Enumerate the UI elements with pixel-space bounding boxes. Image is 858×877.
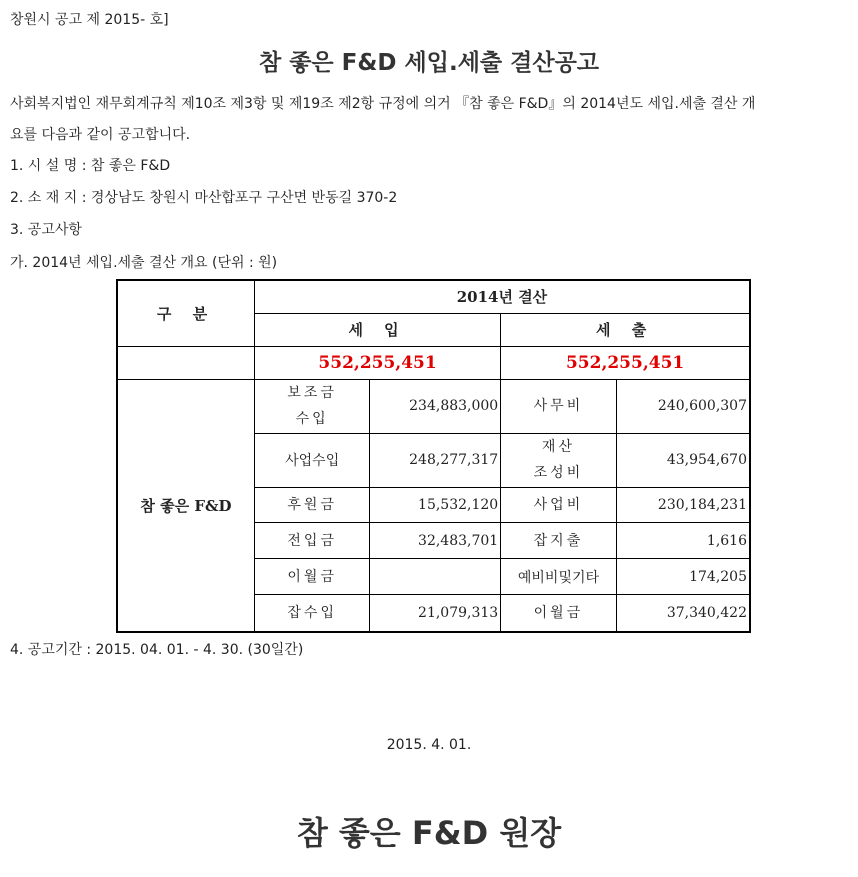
total-expense: 552,255,451 <box>501 346 750 379</box>
revenue-label: 사업수입 <box>254 433 369 487</box>
item-location: 2. 소 재 지 : 경상남도 창원시 마산합포구 구산면 반동길 370-2 <box>10 190 398 206</box>
revenue-value: 21,079,313 <box>370 595 501 632</box>
revenue-value: 248,277,317 <box>370 433 501 487</box>
sub-item-summary: 가. 2014년 세입.세출 결산 개요 (단위 : 원) <box>10 255 278 271</box>
item-notice-period: 4. 공고기간 : 2015. 04. 01. - 4. 30. (30일간) <box>10 642 304 658</box>
intro-line-2: 요를 다음과 같이 공고합니다. <box>10 127 191 143</box>
header-expense: 세 출 <box>501 313 750 346</box>
intro-line-1: 사회복지법인 재무회계규칙 제10조 제3항 및 제19조 제2항 규정에 의거 『참 좋은 F&D』의 2014년도 세입.세출 결산 개 <box>10 96 756 112</box>
document-title: 참 좋은 F&D 세입.세출 결산공고 <box>258 50 600 76</box>
expense-label: 사업비 <box>501 488 616 523</box>
expense-label: 잡지출 <box>501 523 616 559</box>
notice-number: 창원시 공고 제 2015- 호] <box>10 12 169 28</box>
settlement-table <box>116 279 751 633</box>
revenue-label: 전입금 <box>254 523 369 559</box>
revenue-value: 234,883,000 <box>370 379 501 433</box>
revenue-label: 이월금 <box>254 559 369 595</box>
revenue-label: 잡수입 <box>254 595 369 632</box>
revenue-label: 보조금 수입 <box>254 379 369 433</box>
expense-value: 174,205 <box>616 559 750 595</box>
revenue-value: 15,532,120 <box>370 488 501 523</box>
revenue-value <box>370 559 501 595</box>
header-revenue: 세 입 <box>254 313 500 346</box>
expense-label: 재산 조성비 <box>501 433 616 487</box>
item-notice-matters: 3. 공고사항 <box>10 222 82 238</box>
header-category: 구 분 <box>117 280 254 346</box>
header-year: 2014년 결산 <box>254 280 750 313</box>
total-revenue: 552,255,451 <box>254 346 500 379</box>
expense-label: 이월금 <box>501 595 616 632</box>
expense-label: 예비비및기타 <box>501 559 616 595</box>
expense-value: 240,600,307 <box>616 379 750 433</box>
header-category-spacer <box>117 346 254 379</box>
facility-name-cell: 참 좋은 F&D <box>117 379 254 632</box>
item-facility-name: 1. 시 설 명 : 참 좋은 F&D <box>10 158 171 174</box>
expense-label: 사무비 <box>501 379 616 433</box>
expense-value: 1,616 <box>616 523 750 559</box>
revenue-label: 후원금 <box>254 488 369 523</box>
signature: 참 좋은 F&D 원장 <box>296 814 562 852</box>
expense-value: 43,954,670 <box>616 433 750 487</box>
expense-value: 230,184,231 <box>616 488 750 523</box>
expense-value: 37,340,422 <box>616 595 750 632</box>
revenue-value: 32,483,701 <box>370 523 501 559</box>
notice-date: 2015. 4. 01. <box>386 737 472 753</box>
